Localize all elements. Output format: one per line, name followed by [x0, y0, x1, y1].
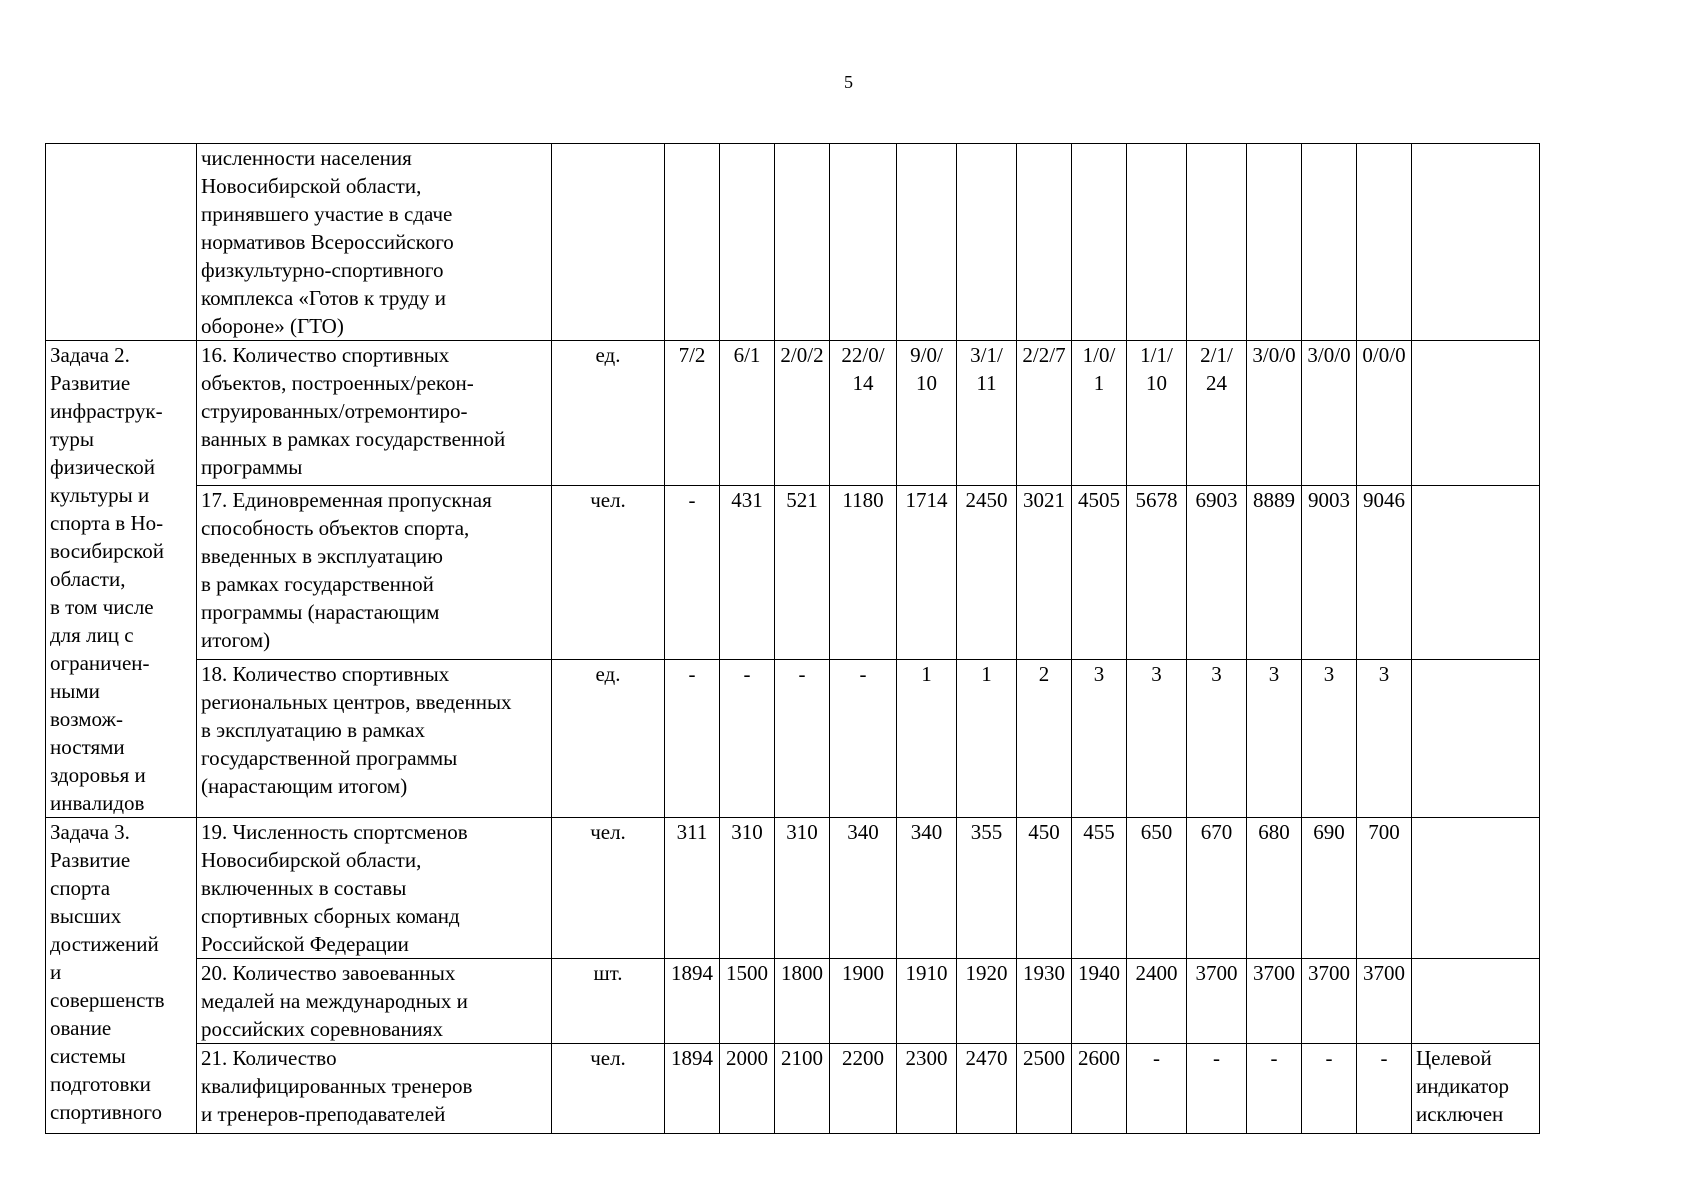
value-cell: 2200	[830, 1044, 897, 1134]
value-cell: 1894	[665, 959, 720, 1044]
value-cell: 1894	[665, 1044, 720, 1134]
task-cell	[46, 341, 197, 818]
value-cell: 3700	[1302, 959, 1357, 1044]
value-cell: 455	[1072, 818, 1127, 959]
value-cell: 1	[897, 659, 957, 817]
value-cell: 0/0/0	[1357, 341, 1412, 486]
value-cell: 3021	[1017, 485, 1072, 659]
table-row	[46, 818, 1540, 959]
table-row	[46, 1044, 1540, 1134]
value-cell: 1930	[1017, 959, 1072, 1044]
value-cell: 521	[775, 485, 830, 659]
value-cell: 4505	[1072, 485, 1127, 659]
note-cell	[1412, 485, 1540, 659]
indicator-text: численности населения Новосибирской области, принявшего участие в сдаче нормативов Всероссийского физкультурно-спортивного комплекса «Готов к труду и обороне» (ГТО)	[201, 146, 454, 338]
value-cell: 3	[1187, 659, 1247, 817]
value-cell: 2000	[720, 1044, 775, 1134]
indicator-text: 19. Численность спортсменов Новосибирской области, включенных в составы спортивных сборных команд Российской Федерации	[201, 820, 468, 956]
indicator-cell	[197, 485, 552, 659]
value-cell: 1920	[957, 959, 1017, 1044]
empty-cell	[552, 144, 665, 341]
value-cell: 3/0/0	[1247, 341, 1302, 486]
value-cell: 2300	[897, 1044, 957, 1134]
note-cell	[1412, 659, 1540, 817]
value-cell: 340	[897, 818, 957, 959]
value-cell: 690	[1302, 818, 1357, 959]
value-cell: -	[1127, 1044, 1187, 1134]
value-cell: 3	[1072, 659, 1127, 817]
table-row	[46, 959, 1540, 1044]
indicator-text: 16. Количество спортивных объектов, построенных/рекон- струированных/отремонтиро- ванных в рамках государственной программы	[201, 343, 506, 479]
unit-cell: чел.	[552, 1044, 665, 1134]
value-cell: -	[1247, 1044, 1302, 1134]
table-row	[46, 659, 1540, 817]
note-cell	[1412, 341, 1540, 486]
indicator-text: 17. Единовременная пропускная способность объектов спорта, введенных в эксплуатацию в рамках государственной программы (нарастающим итогом)	[201, 487, 492, 652]
value-cell: 3	[1247, 659, 1302, 817]
value-cell: 2/1/ 24	[1187, 341, 1247, 486]
empty-cell	[1357, 144, 1412, 341]
value-cell: 9046	[1357, 485, 1412, 659]
indicator-text: 21. Количество квалифицированных тренеров и тренеров-преподавателей	[201, 1046, 473, 1126]
value-cell: 3700	[1187, 959, 1247, 1044]
indicator-cell	[197, 818, 552, 959]
value-cell: 3	[1302, 659, 1357, 817]
value-cell: 1500	[720, 959, 775, 1044]
task-cell-empty	[46, 144, 197, 341]
empty-cell	[1187, 144, 1247, 341]
value-cell: 5678	[1127, 485, 1187, 659]
unit-cell: ед.	[552, 659, 665, 817]
empty-cell	[1017, 144, 1072, 341]
value-cell: 2100	[775, 1044, 830, 1134]
empty-cell	[1412, 144, 1540, 341]
value-cell: 310	[775, 818, 830, 959]
value-cell: 2	[1017, 659, 1072, 817]
value-cell: 8889	[1247, 485, 1302, 659]
table-row	[46, 144, 1540, 341]
value-cell: 7/2	[665, 341, 720, 486]
value-cell: 2470	[957, 1044, 1017, 1134]
value-cell: -	[720, 659, 775, 817]
value-cell: 340	[830, 818, 897, 959]
value-cell: -	[665, 485, 720, 659]
empty-cell	[1302, 144, 1357, 341]
task-label: Задача 2. Развитие инфраструк- туры физической культуры и спорта в Но- восибирской области, в том числе для лиц с ограничен- ными возмож- ностями здоровья и инвалидов	[50, 343, 164, 815]
value-cell: 450	[1017, 818, 1072, 959]
value-cell: 1800	[775, 959, 830, 1044]
empty-cell	[665, 144, 720, 341]
indicator-cell	[197, 341, 552, 486]
value-cell: 2/2/7	[1017, 341, 1072, 486]
value-cell: 650	[1127, 818, 1187, 959]
empty-cell	[830, 144, 897, 341]
indicators-table	[45, 143, 1540, 1134]
value-cell: 3	[1357, 659, 1412, 817]
value-cell: 2/0/2	[775, 341, 830, 486]
value-cell: -	[830, 659, 897, 817]
value-cell: 431	[720, 485, 775, 659]
empty-cell	[897, 144, 957, 341]
empty-cell	[1247, 144, 1302, 341]
value-cell: 9/0/ 10	[897, 341, 957, 486]
indicator-cell	[197, 959, 552, 1044]
value-cell: 1714	[897, 485, 957, 659]
task-cell	[46, 818, 197, 1134]
value-cell: 2600	[1072, 1044, 1127, 1134]
indicator-cell	[197, 144, 552, 341]
indicator-text: 18. Количество спортивных региональных центров, введенных в эксплуатацию в рамках государственной программы (нарастающим итогом)	[201, 661, 512, 798]
value-cell: 22/0/ 14	[830, 341, 897, 486]
value-cell: 1180	[830, 485, 897, 659]
note-cell	[1412, 818, 1540, 959]
empty-cell	[1127, 144, 1187, 341]
value-cell: -	[665, 659, 720, 817]
value-cell: 310	[720, 818, 775, 959]
page-number: 5	[844, 72, 853, 92]
note-cell	[1412, 1044, 1540, 1134]
unit-cell: ед.	[552, 341, 665, 486]
table-row	[46, 485, 1540, 659]
value-cell: -	[1187, 1044, 1247, 1134]
value-cell: 670	[1187, 818, 1247, 959]
value-cell: 9003	[1302, 485, 1357, 659]
table-row	[46, 341, 1540, 486]
indicator-text: 20. Количество завоеванных медалей на международных и российских соревнованиях	[201, 961, 468, 1041]
value-cell: 1/0/ 1	[1072, 341, 1127, 486]
value-cell: 2450	[957, 485, 1017, 659]
value-cell: 6903	[1187, 485, 1247, 659]
note-cell	[1412, 959, 1540, 1044]
indicator-cell	[197, 659, 552, 817]
value-cell: 3700	[1247, 959, 1302, 1044]
empty-cell	[957, 144, 1017, 341]
value-cell: 1900	[830, 959, 897, 1044]
unit-cell: чел.	[552, 485, 665, 659]
value-cell: 3/1/ 11	[957, 341, 1017, 486]
empty-cell	[1072, 144, 1127, 341]
value-cell: -	[1357, 1044, 1412, 1134]
unit-cell: чел.	[552, 818, 665, 959]
value-cell: 2400	[1127, 959, 1187, 1044]
value-cell: 2500	[1017, 1044, 1072, 1134]
value-cell: 3	[1127, 659, 1187, 817]
value-cell: 3700	[1357, 959, 1412, 1044]
value-cell: 1940	[1072, 959, 1127, 1044]
value-cell: 3/0/0	[1302, 341, 1357, 486]
value-cell: 1/1/ 10	[1127, 341, 1187, 486]
note-text: Целевой индикатор исключен	[1416, 1046, 1509, 1126]
value-cell: 311	[665, 818, 720, 959]
task-label: Задача 3. Развитие спорта высших достижений и совершенств ование системы подготовки спортивного	[50, 820, 165, 1124]
unit-cell: шт.	[552, 959, 665, 1044]
empty-cell	[720, 144, 775, 341]
value-cell: 6/1	[720, 341, 775, 486]
indicator-cell	[197, 1044, 552, 1134]
empty-cell	[775, 144, 830, 341]
value-cell: 700	[1357, 818, 1412, 959]
value-cell: 1	[957, 659, 1017, 817]
value-cell: 1910	[897, 959, 957, 1044]
value-cell: -	[1302, 1044, 1357, 1134]
value-cell: -	[775, 659, 830, 817]
value-cell: 680	[1247, 818, 1302, 959]
value-cell: 355	[957, 818, 1017, 959]
